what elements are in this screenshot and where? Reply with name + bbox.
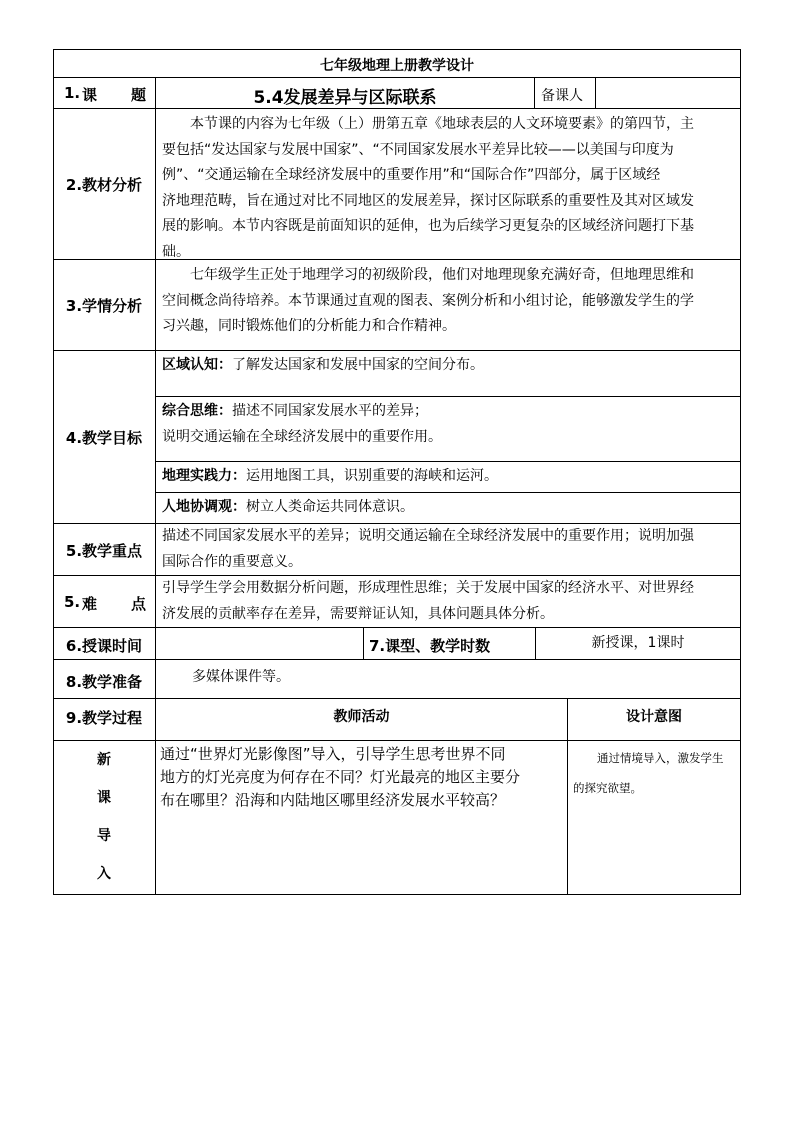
class-type-value: 新授课，1课时	[591, 635, 685, 651]
text-line: 济地理范畴，旨在通过对比不同地区的发展差异，探讨区际联系的重要性及其对区域发	[162, 192, 694, 209]
row6-label-num: 5.	[64, 593, 81, 611]
goal-harmony	[162, 495, 414, 521]
text-line: 要包括“发达国家与发展中国家”、“不同国家发展水平差异比较——以美国与印度为	[162, 141, 674, 158]
preparer-label-cell	[534, 77, 596, 109]
row9-label: 9.教学过程	[65, 709, 143, 727]
teacher-activity-text	[160, 743, 520, 812]
lesson-title-cell	[155, 77, 535, 109]
row2-label-cell	[53, 108, 156, 260]
goal-harmony-cell	[155, 492, 741, 524]
class-type-label-cell	[363, 627, 536, 660]
text-line: 七年级学生正处于地理学习的初级阶段，他们对地理现象充满好奇，但地理思维和	[190, 267, 694, 283]
row7-label-cell	[53, 627, 156, 660]
goal-regional	[162, 353, 484, 379]
row5-label-cell	[53, 523, 156, 576]
text-line: 展的影响。本节内容既是前面知识的延伸，也为后续学习更复杂的区域经济问题打下基	[162, 218, 694, 234]
teacher-activity-header-cell	[155, 698, 568, 741]
text-line: 习兴趣，同时锻炼他们的分析能力和合作精神。	[162, 318, 456, 334]
textbook-analysis-text	[162, 112, 694, 260]
class-time-cell	[155, 627, 364, 660]
text-line: 例”、“交通运输在全球经济发展中的重要作用”和“国际合作”四部分，属于区域经	[162, 167, 661, 183]
difficulties-text	[162, 576, 694, 627]
row6-content-cell	[155, 575, 741, 628]
text-line: 描述不同国家发展水平的差异；说明交通运输在全球经济发展中的重要作用；说明加强	[162, 528, 694, 544]
goal-text: 运用地图工具，识别重要的海峡和运河。	[246, 468, 498, 484]
preparer-value-cell	[595, 77, 741, 109]
class-type-label: 7.课型、教学时数	[369, 637, 491, 655]
row7-label: 6.授课时间	[65, 637, 143, 655]
text-line: 布在哪里？沿海和内陆地区哪里经济发展水平较高？	[160, 791, 506, 809]
text-line: 础。	[162, 243, 190, 260]
row5-label: 5.教学重点	[65, 542, 143, 560]
goal-practice	[162, 464, 498, 490]
text-line: 引导学生学会用数据分析问题，形成理性思维；关于发展中国家的经济水平、对世界经	[162, 580, 694, 596]
row10-label-char: 新	[97, 752, 111, 768]
row2-label: 2.教材分析	[65, 176, 143, 194]
preparer-label: 备课人	[541, 88, 583, 104]
goal-head: 人地协调观：	[162, 499, 246, 515]
goal-thinking	[162, 399, 442, 450]
goal-head: 地理实践力：	[162, 468, 246, 484]
row3-label-cell	[53, 259, 156, 351]
goal-regional-cell	[155, 350, 741, 397]
key-points-text	[162, 524, 694, 575]
text-line: 的探究欲望。	[573, 781, 642, 795]
row2-content-cell	[155, 108, 741, 260]
row10-label-cell	[53, 740, 156, 895]
goal-head: 综合思维：	[162, 403, 232, 419]
text-line: 空间概念尚待培养。本节课通过直观的图表、案例分析和小组讨论，能够激发学生的学	[162, 292, 694, 309]
row8-content-cell	[155, 659, 741, 699]
learner-analysis-text	[162, 263, 694, 340]
row4-label: 4.教学目标	[65, 429, 143, 447]
teacher-activity-header: 教师活动	[333, 709, 390, 725]
text-line: 济发展的贡献率存在差异，需要辩证认知，具体问题具体分析。	[162, 605, 554, 622]
row4-label-cell	[53, 350, 156, 524]
row1-label-cell	[53, 77, 156, 109]
goal-practice-cell	[155, 461, 741, 493]
design-intent-header-cell	[567, 698, 741, 741]
row6-label-a: 难	[82, 595, 98, 613]
goal-text: 描述不同国家发展水平的差异；	[232, 403, 428, 419]
text-line: 地方的灯光亮度为何存在不同？灯光最亮的地区主要分	[160, 768, 521, 786]
lesson-title: 5.4发展差异与区际联系	[253, 88, 437, 108]
row1-label-b: 题	[131, 86, 147, 104]
row10-label-char: 入	[97, 866, 111, 882]
goal-text: 了解发达国家和发展中国家的空间分布。	[232, 357, 484, 373]
goal-text: 树立人类命运共同体意识。	[246, 499, 414, 515]
row1-label-a: 课	[82, 86, 98, 104]
design-intent-header: 设计意图	[626, 709, 682, 725]
row3-content-cell	[155, 259, 741, 351]
row8-label-cell	[53, 659, 156, 699]
goal-head: 区域认知：	[162, 357, 232, 373]
goal-text: 说明交通运输在全球经济发展中的重要作用。	[162, 428, 442, 445]
goal-thinking-cell	[155, 396, 741, 462]
row9-label-cell	[53, 698, 156, 741]
text-line: 通过情境导入，激发学生	[597, 751, 724, 765]
row6-label-cell	[53, 575, 156, 628]
text-line: 通过“世界灯光影像图”导入，引导学生思考世界不同	[160, 745, 506, 763]
text-line: 国际合作的重要意义。	[162, 553, 302, 570]
design-intent-cell	[567, 740, 741, 895]
row10-label-char: 课	[97, 790, 111, 806]
row3-label: 3.学情分析	[65, 297, 143, 315]
row6-label-b: 点	[131, 595, 147, 613]
title-row	[53, 49, 741, 78]
row10-label-char: 导	[97, 828, 111, 844]
preparation-text: 多媒体课件等。	[192, 669, 290, 685]
row1-label-num: 1.	[64, 84, 81, 102]
row5-content-cell	[155, 523, 741, 576]
text-line: 本节课的内容为七年级（上）册第五章《地球表层的人文环境要素》的第四节，主	[190, 116, 694, 132]
class-type-value-cell	[535, 627, 741, 660]
page-title: 七年级地理上册教学设计	[320, 58, 474, 74]
teacher-activity-cell	[155, 740, 568, 895]
row8-label: 8.教学准备	[65, 673, 143, 691]
design-intent-text	[573, 743, 724, 803]
